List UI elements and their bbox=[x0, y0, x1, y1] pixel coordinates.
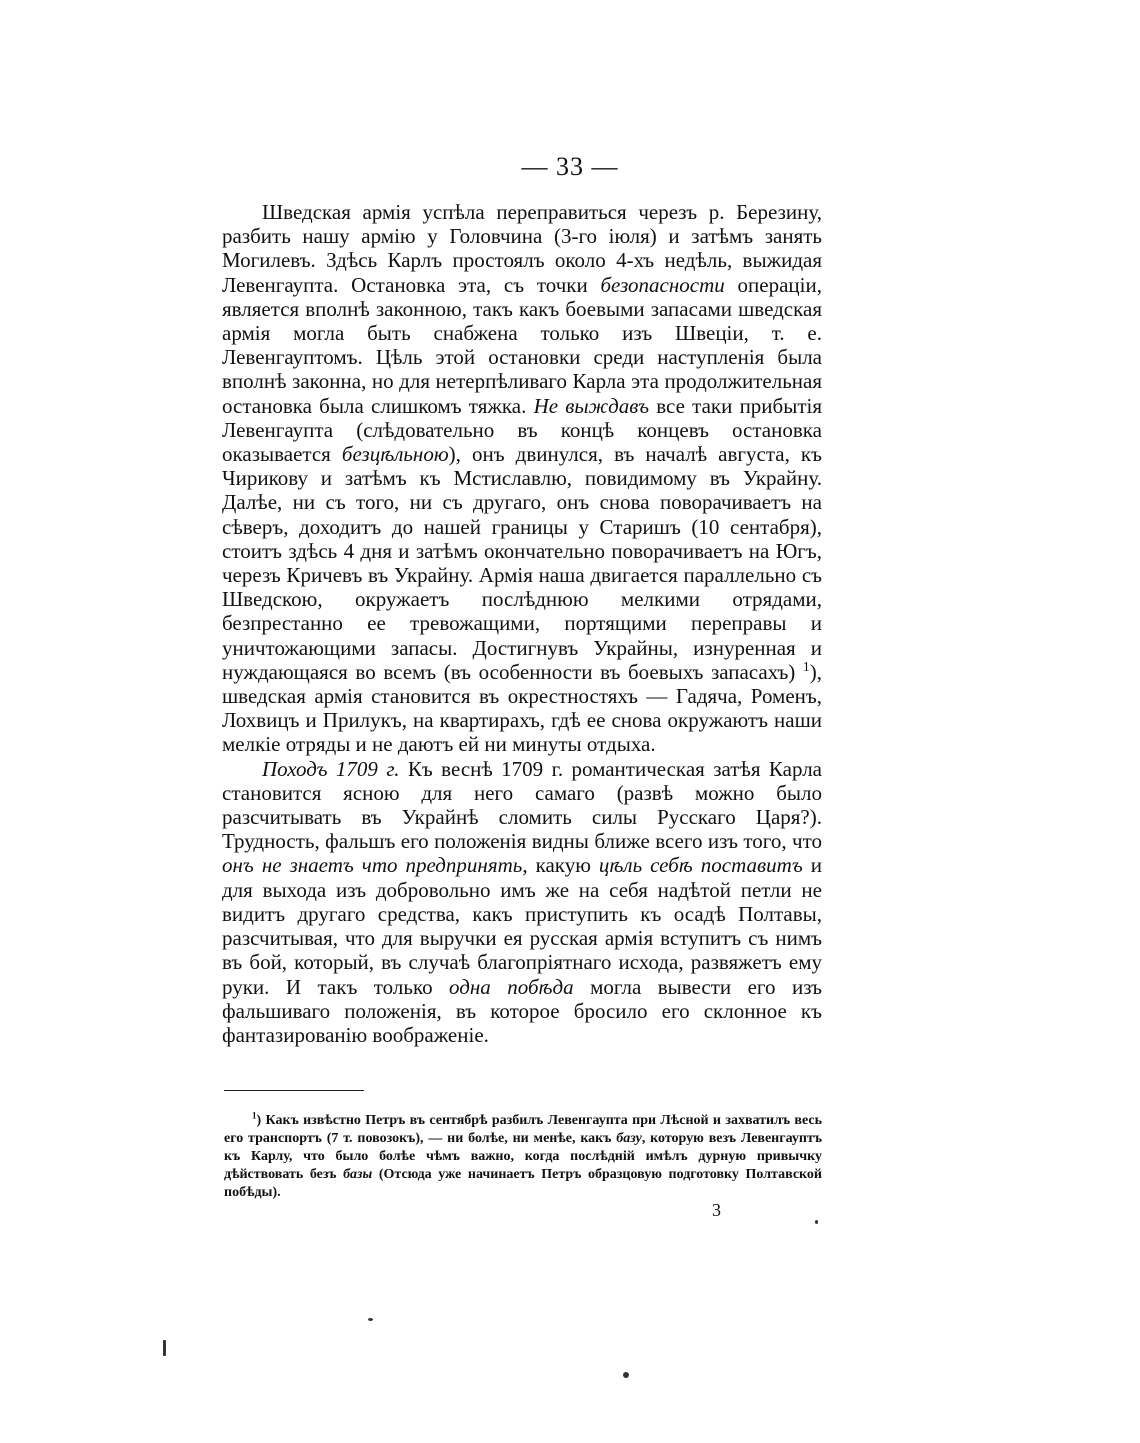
text-run: , какую bbox=[522, 853, 599, 878]
signature-mark: 3 bbox=[712, 1200, 721, 1220]
italic-run: безопасности bbox=[600, 272, 725, 297]
section-heading-inline: Походъ 1709 г. bbox=[262, 756, 400, 781]
text-run: Къ веснѣ 1709 г. романтическая затѣя Карла становится ясною для него самаго (развѣ можно было разсчитывать въ Украйнѣ сломить силы Русскаго Царя?). Трудность, фальшъ его положенія видны ближе всего изъ того, что bbox=[222, 756, 822, 854]
italic-run: безцѣльною bbox=[341, 442, 449, 467]
text-run: (Отсюда уже начинаетъ Петръ образцовую подготовку Полтавской побѣды). bbox=[224, 1167, 822, 1200]
page-number: — 33 — bbox=[521, 152, 619, 181]
paragraph-2 bbox=[222, 757, 822, 1047]
text-run: , которую везъ Левенгауптъ къ Карлу, что было болѣе чѣмъ важно, когда послѣдній имѣлъ дурную привычку дѣйствовать безъ bbox=[224, 1131, 822, 1182]
footnote-reference[interactable]: 1 bbox=[802, 658, 810, 674]
italic-run: базу bbox=[616, 1131, 642, 1146]
footnote-marker: 1 bbox=[252, 1110, 257, 1121]
text-run: и для выхода изъ добровольно имъ же на себя надѣтой петли не видитъ другаго средства, какъ приступить къ осадѣ Полтавы, разсчитывая, что для выручки ея русская армія вступитъ съ нимъ въ бой, который, въ случаѣ благопріятнаго исхода, развяжетъ ему руки. И такъ только bbox=[222, 853, 822, 999]
text-run: Шведская армія успѣла переправиться черезъ р. Березину, разбить нашу армію у Головчина (3-го іюля) и затѣмъ занять Могилевъ. Здѣсь Карлъ простоялъ около 4-хъ недѣль, выжидая Левенгаупта. Остановка эта, съ точки bbox=[222, 200, 822, 297]
italic-run: онъ не знаетъ что предпринять bbox=[222, 853, 523, 878]
footnote-block bbox=[224, 1112, 822, 1202]
scan-speck bbox=[163, 1340, 166, 1356]
main-text bbox=[222, 200, 822, 1047]
text-run: ), шведская армія становится въ окрестностяхъ — Гадяча, Роменъ, Лохвицъ и Прилукъ, на квартирахъ, гдѣ ее снова окружаютъ наши мелкіе отряды и не даютъ ей ни минуты отдыха. bbox=[222, 659, 822, 757]
text-run: операціи, является вполнѣ законною, такъ какъ боевыми запасами шведская армія могла быть снабжена только изъ Швеціи, т. е. Левенгауптомъ. Цѣль этой остановки среди наступленія была вполнѣ законна, но для нетерпѣливаго Карла эта продолжительная остановка была слишкомъ тяжка. bbox=[222, 272, 822, 418]
italic-run: одна побѣда bbox=[449, 974, 574, 999]
text-run: могла вывести его изъ фальшиваго положенія, въ которое бросило его склонное къ фантазированію воображеніе. bbox=[222, 974, 822, 1047]
scan-speck bbox=[623, 1372, 629, 1378]
scan-speck bbox=[368, 1318, 373, 1321]
scan-speck bbox=[815, 1220, 818, 1224]
italic-run: цѣль себѣ поставитъ bbox=[598, 853, 803, 878]
italic-run: Не выждавъ bbox=[533, 393, 650, 418]
italic-run: базы bbox=[343, 1167, 373, 1182]
footnote-divider bbox=[224, 1090, 364, 1091]
text-run: все таки прибытія Левенгаупта (слѣдовательно въ концѣ концевъ остановка оказывается bbox=[222, 393, 823, 467]
footnote-1 bbox=[224, 1112, 822, 1202]
text-run: ), онъ двинулся, въ началѣ августа, къ Чирикову и затѣмъ къ Мстиславлю, повидимому въ Украйну. Далѣе, ни съ того, ни съ другаго, онъ снова поворачиваетъ на сѣверъ, доходитъ до нашей границы у Старишъ (10 сентабря), стоитъ здѣсь 4 дня и затѣмъ окончательно поворачиваетъ на Югъ, черезъ Кричевъ въ Украйну. Армія наша двигается параллельно съ Шведскою, окружаетъ послѣднюю мелкими отрядами, безпрестанно ее тревожащими, портящими переправы и уничтожающими запасы. Достигнувъ Украйны, изнуренная и нуждающаяся во всемъ (въ особенности въ боевыхъ запасахъ) bbox=[222, 442, 822, 684]
text-run: ) Какъ извѣстно Петръ въ сентябрѣ разбилъ Левенгаупта при Лѣсной и захватилъ весь его транспортъ (7 т. повозокъ), — ни болѣе, ни менѣе, какъ bbox=[224, 1113, 822, 1146]
paragraph-1 bbox=[222, 200, 822, 757]
